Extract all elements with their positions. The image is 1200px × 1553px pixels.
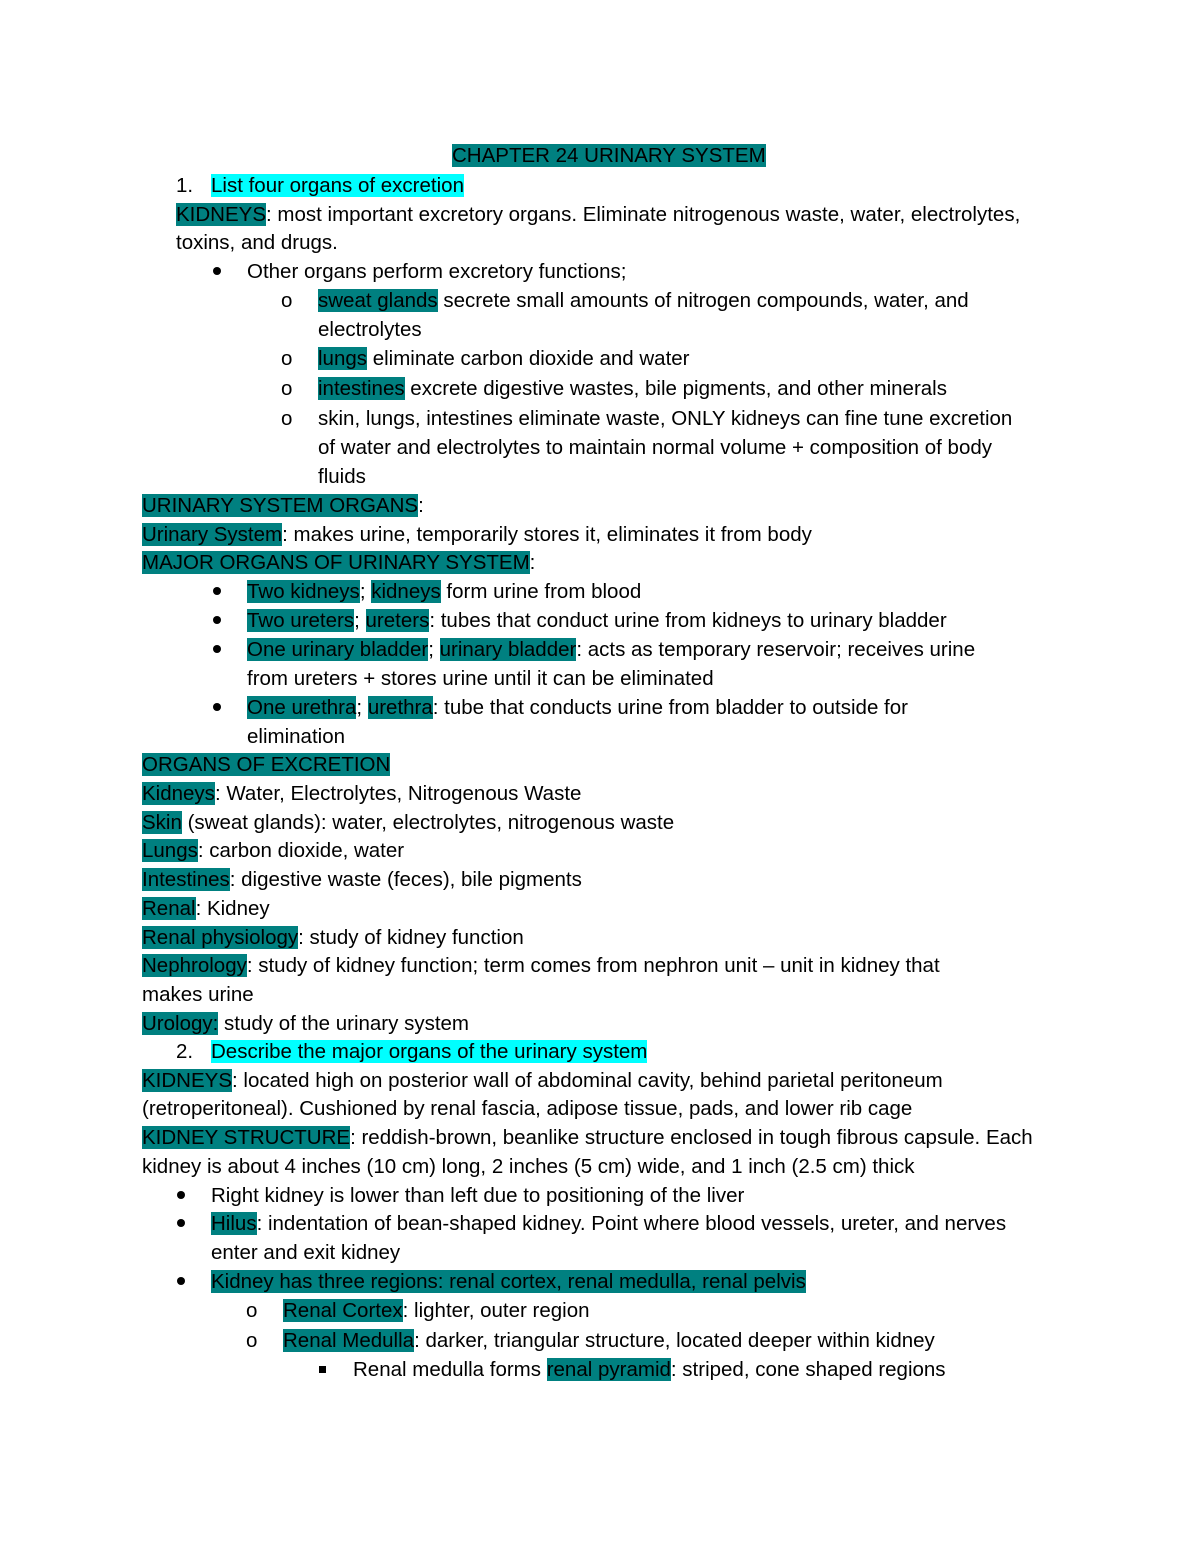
bullet-dot — [177, 1277, 185, 1285]
excretion-lungs: Lungs: carbon dioxide, water — [142, 839, 405, 862]
sub-item-skin-cont: of water and electrolytes to maintain normal volume + composition of body — [318, 436, 992, 459]
structure-item-hilus-cont: enter and exit kidney — [211, 1241, 401, 1264]
kidney-structure-cont: kidney is about 4 inches (10 cm) long, 2 inches (5 cm) wide, and 1 inch (2.5 cm) thick — [142, 1155, 915, 1178]
kidneys-location-cont: (retroperitoneal). Cushioned by renal fascia, adipose tissue, pads, and lower rib cage — [142, 1097, 913, 1120]
excretion-urology: Urology: study of the urinary system — [142, 1012, 469, 1035]
region-medulla: Renal Medulla: darker, triangular structure, located deeper within kidney — [283, 1329, 935, 1352]
excretion-renal: Renal: Kidney — [142, 897, 270, 920]
excretion-skin: Skin (sweat glands): water, electrolytes, nitrogenous waste — [142, 811, 675, 834]
bullet-o: o — [246, 1329, 258, 1352]
sub-item-intestines: intestines excrete digestive wastes, bile pigments, and other minerals — [318, 377, 947, 400]
kidneys-intro-cont: toxins, and drugs. — [176, 231, 338, 254]
kidneys-location: KIDNEYS: located high on posterior wall of abdominal cavity, behind parietal peritoneum — [142, 1069, 943, 1092]
bullet-o: o — [281, 289, 293, 312]
structure-item-regions: Kidney has three regions: renal cortex, renal medulla, renal pelvis — [211, 1270, 806, 1293]
excretion-nephrology-cont: makes urine — [142, 983, 254, 1006]
bullet-dot — [213, 703, 221, 711]
excretion-kidneys: Kidneys: Water, Electrolytes, Nitrogenous Waste — [142, 782, 582, 805]
page-title: CHAPTER 24 URINARY SYSTEM — [452, 144, 766, 167]
bullet-o: o — [281, 377, 293, 400]
renal-pyramid-line: Renal medulla forms renal pyramid: striped, cone shaped regions — [353, 1358, 946, 1381]
major-item-kidneys: Two kidneys; kidneys form urine from blood — [247, 580, 642, 603]
bullet-dot — [213, 645, 221, 653]
bullet-dot — [213, 587, 221, 595]
sub-item-skin: skin, lungs, intestines eliminate waste, ONLY kidneys can fine tune excretion — [318, 407, 1013, 430]
bullet-o: o — [281, 407, 293, 430]
kidneys-intro: KIDNEYS: most important excretory organs. Eliminate nitrogenous waste, water, electrolytes, — [176, 203, 1021, 226]
other-organs: Other organs perform excretory functions; — [247, 260, 627, 283]
excretion-heading: ORGANS OF EXCRETION — [142, 753, 391, 776]
major-item-ureters: Two ureters; ureters: tubes that conduct urine from kidneys to urinary bladder — [247, 609, 947, 632]
bullet-dot — [177, 1219, 185, 1227]
question-1: List four organs of excretion — [211, 174, 464, 197]
major-item-urethra-cont: elimination — [247, 725, 345, 748]
question-2: Describe the major organs of the urinary system — [211, 1040, 648, 1063]
structure-item-hilus: Hilus: indentation of bean-shaped kidney. Point where blood vessels, ureter, and nerves — [211, 1212, 1007, 1235]
major-item-bladder: One urinary bladder; urinary bladder: acts as temporary reservoir; receives urine — [247, 638, 976, 661]
sub-item-lungs: lungs eliminate carbon dioxide and water — [318, 347, 690, 370]
sub-item-sweat: sweat glands secrete small amounts of nitrogen compounds, water, and — [318, 289, 969, 312]
urinary-organs-heading: URINARY SYSTEM ORGANS: — [142, 494, 424, 517]
major-item-urethra: One urethra; urethra: tube that conducts urine from bladder to outside for — [247, 696, 908, 719]
region-cortex: Renal Cortex: lighter, outer region — [283, 1299, 590, 1322]
excretion-intestines: Intestines: digestive waste (feces), bile pigments — [142, 868, 582, 891]
bullet-dot — [213, 267, 221, 275]
sub-item-skin-cont2: fluids — [318, 465, 366, 488]
urinary-system-line: Urinary System: makes urine, temporarily stores it, eliminates it from body — [142, 523, 812, 546]
question-2-number: 2. — [176, 1040, 194, 1063]
bullet-square — [319, 1366, 326, 1373]
bullet-o: o — [246, 1299, 258, 1322]
bullet-o: o — [281, 347, 293, 370]
excretion-nephrology: Nephrology: study of kidney function; term comes from nephron unit – unit in kidney that — [142, 954, 940, 977]
structure-item-right-kidney: Right kidney is lower than left due to positioning of the liver — [211, 1184, 745, 1207]
kidney-structure: KIDNEY STRUCTURE: reddish-brown, beanlike structure enclosed in tough fibrous capsule. Each — [142, 1126, 1033, 1149]
sub-item-sweat-cont: electrolytes — [318, 318, 422, 341]
question-1-number: 1. — [176, 174, 194, 197]
major-item-bladder-cont: from ureters + stores urine until it can be eliminated — [247, 667, 714, 690]
excretion-renal-physiology: Renal physiology: study of kidney function — [142, 926, 524, 949]
bullet-dot — [177, 1191, 185, 1199]
bullet-dot — [213, 616, 221, 624]
major-organs-heading: MAJOR ORGANS OF URINARY SYSTEM: — [142, 551, 536, 574]
